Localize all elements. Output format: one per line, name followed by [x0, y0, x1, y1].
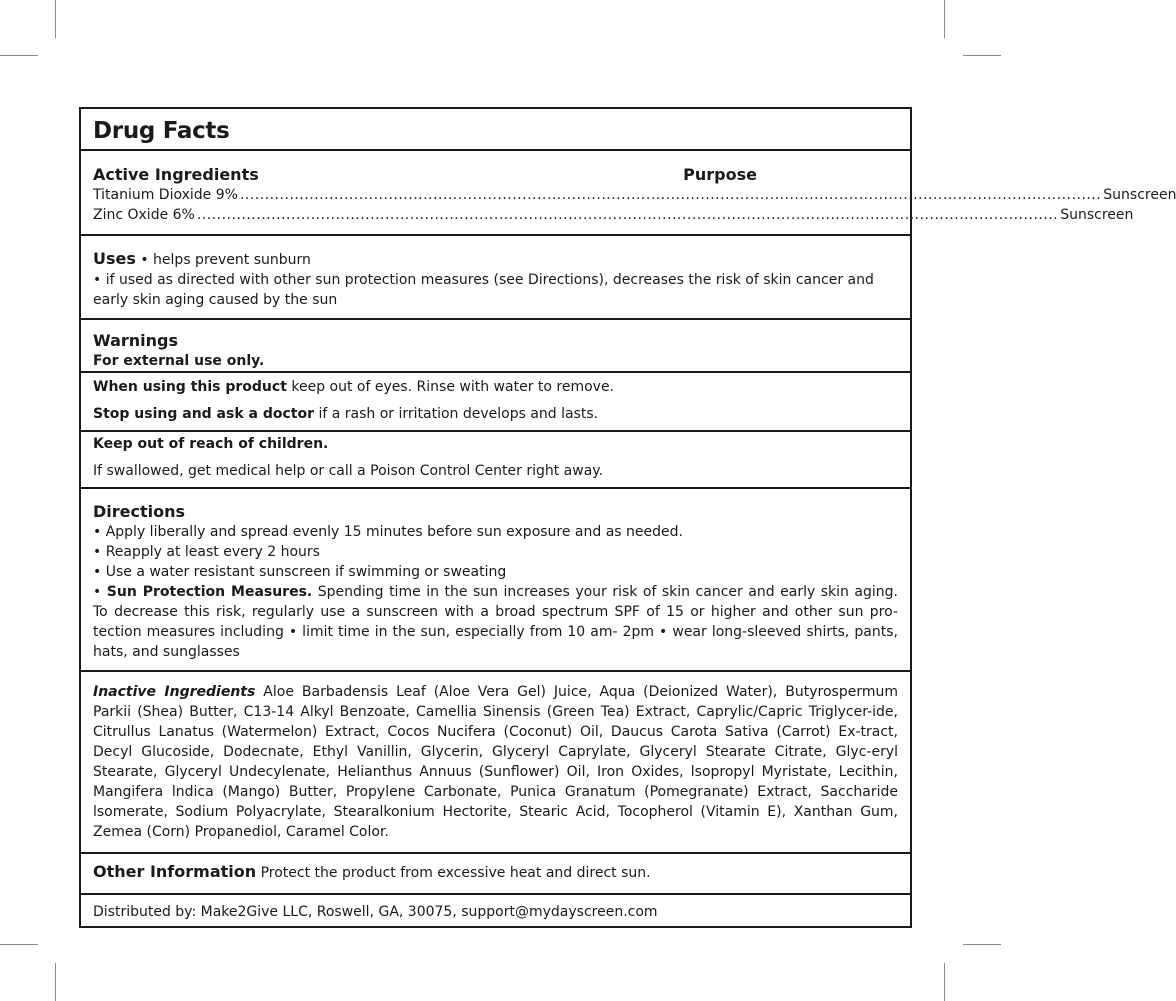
direction-item: • Reapply at least every 2 hours: [93, 544, 320, 560]
when-using-section: [81, 377, 910, 424]
other-info-section: [81, 862, 910, 883]
uses-heading: Uses: [93, 249, 136, 268]
ingredient-name: Zinc Oxide 6%: [93, 207, 195, 223]
ingredient-purpose: Sunscreen: [1060, 207, 1134, 223]
ingredient-purpose: Sunscreen: [1103, 187, 1176, 203]
warnings-heading: Warnings: [93, 331, 179, 350]
keep-out-text: Keep out of reach of children.: [93, 436, 329, 452]
warnings-section: [81, 331, 910, 371]
divider: [81, 318, 910, 320]
ingredient-name: Titanium Dioxide 9%: [93, 187, 238, 203]
crop-mark: [0, 944, 38, 945]
keep-out-section: [81, 434, 910, 481]
divider: [81, 371, 910, 373]
external-use: For external use only.: [93, 353, 265, 369]
uses-second: • if used as directed with other sun protection measures (see Directions), decreases the risk of skin cancer and early skin aging caused by the sun: [93, 272, 874, 308]
divider: [81, 234, 910, 236]
distributor-text: Distributed by: Make2Give LLC, Roswell, GA, 30075, support@mydayscreen.com: [93, 904, 658, 920]
divider: [81, 430, 910, 432]
ingredient-row: [93, 205, 1134, 225]
crop-mark: [0, 55, 38, 56]
direction-item: • Apply liberally and spread evenly 15 minutes before sun exposure and as needed.: [93, 524, 683, 540]
swallowed-text: If swallowed, get medical help or call a Poison Control Center right away.: [93, 463, 604, 479]
inactive-ingredients-text: Inactive Ingredients Aloe Barbadensis Leaf (Aloe Vera Gel) Juice, Aqua (Deionized Water), Butyrospermum Parkii (Shea) Butter, C13-14 Alkyl Benzoate, Camellia Sinensis (Green Tea) Extract, Caprylic/Capric Triglycer-ide, Citrullus Lanatus (Watermelon) Extract, Cocos Nucifera (Coconut) Oil, Daucus Carota Sativa (Carrot) Ex-tract, Decyl Glucoside, Dodecnate, Ethyl Vanillin, Glycerin, Glyceryl Caprylate, Glyceryl Stearate Citrate, Glyc-eryl Stearate, Glyceryl Undecylenate, Helianthus Annuus (Sunflower) Oil, Iron Oxides, lsopropyl Myristate, Lecithin, Mangifera lndica (Mango) Butter, Propylene Carbonate, Punica Granatum (Pomegranate) Extract, Saccharide lsomerate, Sodium Polyacrylate, Stearalkonium Hectorite, Stearic Acid, Tocopherol (Vitamin E), Xanthan Gum, Zemea (Corn) Propanediol, Caramel Color.: [93, 684, 899, 840]
divider: [81, 487, 910, 489]
purpose-heading: Purpose: [683, 165, 757, 184]
crop-mark: [55, 963, 56, 1001]
sun-protection-text: • Sun Protection Measures. Spending time in the sun increases your risk of skin cancer and early skin aging. To decrease this risk, regularly use a sunscreen with a broad spectrum SPF of 15 or higher and other sun pro-tection measures including • limit time in the sun, especially from 10 am- 2pm • wear long-sleeved shirts, pants, hats, and sunglasses: [93, 584, 898, 660]
drug-facts-panel: [79, 107, 1176, 928]
stop-using-text: Stop using and ask a doctor if a rash or irritation develops and lasts.: [93, 406, 599, 422]
divider: [81, 149, 910, 151]
divider: [81, 670, 910, 672]
distributed-section: [81, 902, 910, 922]
active-ingredients-heading: Active Ingredients: [93, 165, 259, 184]
ingredient-row: [93, 185, 1176, 205]
crop-mark: [55, 0, 56, 38]
dot-leader: ..............................................................................................................................................................................: [196, 207, 1059, 223]
title-section: [81, 117, 910, 145]
other-info-text: Protect the product from excessive heat and direct sun.: [256, 865, 651, 881]
page-title: Drug Facts: [93, 118, 230, 144]
crop-mark: [963, 944, 1001, 945]
inactive-ingredients-section: [81, 682, 910, 842]
directions-heading: Directions: [93, 502, 186, 521]
uses-first: • helps prevent sunburn: [140, 252, 311, 268]
uses-section: [81, 249, 910, 310]
direction-item: • Use a water resistant sunscreen if swimming or sweating: [93, 564, 507, 580]
divider: [81, 893, 910, 895]
active-ingredients-section: [81, 165, 1176, 225]
other-info-heading: Other Information: [93, 862, 257, 881]
dot-leader: ..............................................................................................................................................................................: [239, 187, 1102, 203]
crop-mark: [963, 55, 1001, 56]
crop-mark: [944, 963, 945, 1001]
crop-mark: [944, 0, 945, 38]
directions-section: [81, 502, 910, 662]
divider: [81, 852, 910, 854]
when-using-text: When using this product keep out of eyes. Rinse with water to remove.: [93, 379, 615, 395]
